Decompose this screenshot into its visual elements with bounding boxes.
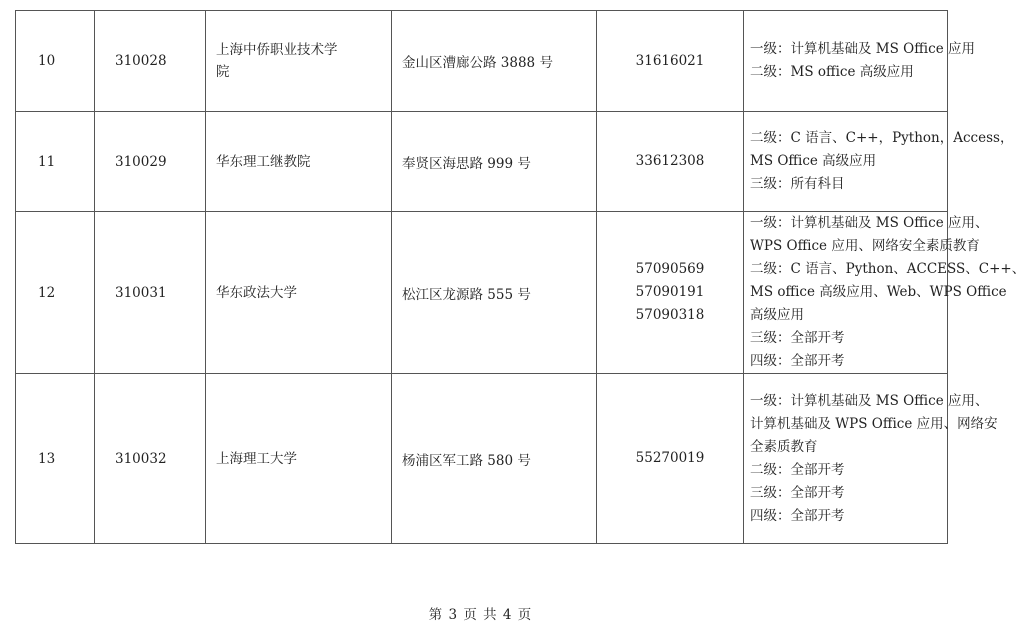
subject-line: 四级：全部开考 [750, 353, 845, 369]
subject-line: 四级：全部开考 [750, 507, 845, 524]
site-address: 杨浦区军工路 580 号 [392, 374, 597, 544]
subject-line: MS Office 高级应用 [750, 153, 877, 169]
row-number: 10 [16, 11, 95, 112]
subject-line: 计算机基础及 WPS Office 应用、网络安 [750, 415, 998, 432]
exam-subjects [744, 11, 975, 112]
subject-line: 一级：计算机基础及 MS Office 应用 [750, 41, 975, 57]
exam-subjects [744, 112, 1014, 212]
site-phone [597, 374, 744, 544]
phone-number: 55270019 [635, 450, 705, 466]
site-phone [597, 212, 744, 374]
site-phone [597, 112, 744, 212]
subject-line: 二级：MS office 高级应用 [750, 64, 914, 80]
table-row [16, 374, 948, 544]
site-address: 金山区漕廊公路 3888 号 [392, 11, 597, 112]
exam-site-table [15, 10, 1025, 544]
site-code: 310028 [95, 11, 206, 112]
phone-number: 33612308 [635, 153, 705, 169]
page-footer: 第 3 页 共 4 页 [428, 607, 533, 623]
table-row [16, 212, 948, 374]
subject-line: 二级：C 语言、Python、ACCESS、C++、 [750, 261, 1025, 277]
site-code: 310029 [95, 112, 206, 212]
subject-line: 三级：全部开考 [750, 484, 845, 501]
subject-line: 全素质教育 [750, 438, 818, 455]
phone-number: 57090569 [635, 261, 705, 277]
subject-line: 一级：计算机基础及 MS Office 应用、 [750, 392, 989, 409]
phone-number: 57090318 [635, 307, 705, 323]
subject-line: 一级：计算机基础及 MS Office 应用、 [750, 215, 989, 231]
subject-line: 三级：所有科目 [750, 176, 845, 192]
site-name [206, 11, 392, 112]
row-number: 12 [16, 212, 95, 374]
site-address: 松江区龙源路 555 号 [392, 212, 597, 374]
site-name-line: 华东政法大学 [216, 284, 297, 301]
subject-line: MS office 高级应用、Web、WPS Office [750, 284, 1007, 300]
subject-line: 高级应用 [750, 307, 804, 323]
site-name [206, 112, 392, 212]
subject-line: 三级：全部开考 [750, 330, 845, 346]
phone-number: 31616021 [635, 52, 705, 69]
site-phone [597, 11, 744, 112]
site-code: 310031 [95, 212, 206, 374]
row-number: 13 [16, 374, 95, 544]
site-name [206, 374, 392, 544]
table-row [16, 112, 948, 212]
subject-line: 二级：全部开考 [750, 461, 845, 478]
row-number: 11 [16, 112, 95, 212]
table-row [16, 11, 948, 112]
site-name-line: 上海理工大学 [216, 450, 297, 467]
site-address: 奉贤区海思路 999 号 [392, 112, 597, 212]
exam-subjects [744, 212, 1025, 374]
subject-line: WPS Office 应用、网络安全素质教育 [750, 238, 980, 254]
site-name-line: 上海中侨职业技术学 [216, 42, 338, 58]
exam-subjects [744, 374, 998, 544]
site-name [206, 212, 392, 374]
site-name-line: 院 [216, 64, 230, 80]
phone-number: 57090191 [635, 284, 705, 300]
site-name-line: 华东理工继教院 [216, 153, 311, 170]
subject-line: 二级：C 语言、C++，Python，Access， [750, 130, 1014, 146]
site-code: 310032 [95, 374, 206, 544]
